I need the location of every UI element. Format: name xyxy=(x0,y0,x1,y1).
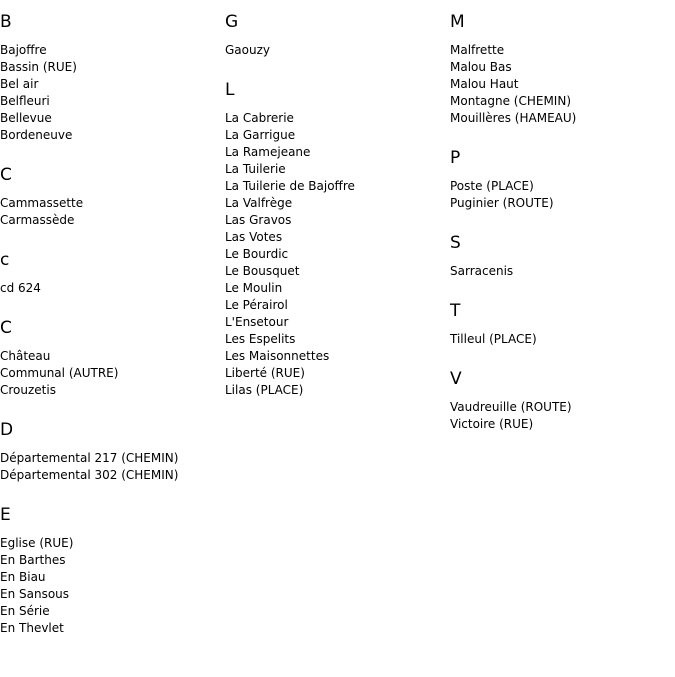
street-link-en-sansous[interactable]: En Sansous xyxy=(0,587,70,601)
section-letter-heading: D xyxy=(0,420,14,440)
street-list xyxy=(450,399,670,433)
street-list xyxy=(0,535,220,637)
street-list xyxy=(450,42,670,127)
street-list xyxy=(225,110,445,399)
section-letter-heading: T xyxy=(450,301,461,321)
street-list xyxy=(0,348,220,399)
street-link-las-gravos[interactable]: Las Gravos xyxy=(225,213,292,227)
street-link-malfrette[interactable]: Malfrette xyxy=(450,43,505,57)
section-letter-heading: M xyxy=(450,12,465,32)
section-letter-heading: L xyxy=(225,80,235,100)
street-link-communal-autre[interactable]: Communal (AUTRE) xyxy=(0,366,119,380)
street-link-mouilleres-hameau[interactable]: Mouillères (HAMEAU) xyxy=(450,111,577,125)
street-link-bel-air[interactable]: Bel air xyxy=(0,77,39,91)
street-link-en-biau[interactable]: En Biau xyxy=(0,570,46,584)
street-link-carmassede[interactable]: Carmassède xyxy=(0,213,75,227)
section-letter-heading: C xyxy=(0,318,12,338)
street-list xyxy=(0,42,220,144)
index-section-e xyxy=(0,493,220,637)
street-link-chateau[interactable]: Château xyxy=(0,349,51,363)
street-link-liberte-rue[interactable]: Liberté (RUE) xyxy=(225,366,305,380)
index-section-c xyxy=(0,238,220,297)
street-list xyxy=(0,195,220,229)
index-column-2 xyxy=(225,0,445,408)
street-link-tilleul-place[interactable]: Tilleul (PLACE) xyxy=(450,332,537,346)
street-link-vaudreuille-route[interactable]: Vaudreuille (ROUTE) xyxy=(450,400,572,414)
street-link-en-serie[interactable]: En Série xyxy=(0,604,50,618)
street-link-le-bousquet[interactable]: Le Bousquet xyxy=(225,264,300,278)
street-link-malou-bas[interactable]: Malou Bas xyxy=(450,60,512,74)
street-link-le-perairol[interactable]: Le Pérairol xyxy=(225,298,288,312)
index-column-3 xyxy=(450,0,670,442)
street-link-bellevue[interactable]: Bellevue xyxy=(0,111,52,125)
street-link-sarracenis[interactable]: Sarracenis xyxy=(450,264,514,278)
section-letter-heading: C xyxy=(0,165,12,185)
street-list xyxy=(0,450,220,484)
street-link-las-votes[interactable]: Las Votes xyxy=(225,230,283,244)
index-section-c xyxy=(0,306,220,399)
street-link-poste-place[interactable]: Poste (PLACE) xyxy=(450,179,534,193)
street-link-departemental-302-chemin[interactable]: Départemental 302 (CHEMIN) xyxy=(0,468,179,482)
street-link-le-bourdic[interactable]: Le Bourdic xyxy=(225,247,289,261)
street-link-la-ramejeane[interactable]: La Ramejeane xyxy=(225,145,311,159)
street-link-en-thevlet[interactable]: En Thevlet xyxy=(0,621,64,635)
street-link-malou-haut[interactable]: Malou Haut xyxy=(450,77,519,91)
section-letter-heading: P xyxy=(450,148,461,168)
index-section-c xyxy=(0,153,220,229)
street-link-cd-624[interactable]: cd 624 xyxy=(0,281,41,295)
street-link-la-tuilerie-de-bajoffre[interactable]: La Tuilerie de Bajoffre xyxy=(225,179,355,193)
street-link-montagne-chemin[interactable]: Montagne (CHEMIN) xyxy=(450,94,571,108)
street-link-l-ensetour[interactable]: L'Ensetour xyxy=(225,315,289,329)
index-section-l xyxy=(225,68,445,399)
street-link-bordeneuve[interactable]: Bordeneuve xyxy=(0,128,73,142)
street-link-bajoffre[interactable]: Bajoffre xyxy=(0,43,47,57)
street-link-gaouzy[interactable]: Gaouzy xyxy=(225,43,270,57)
street-link-le-moulin[interactable]: Le Moulin xyxy=(225,281,283,295)
street-link-puginier-route[interactable]: Puginier (ROUTE) xyxy=(450,196,554,210)
street-link-belfleuri[interactable]: Belfleuri xyxy=(0,94,50,108)
section-letter-heading: B xyxy=(0,12,12,32)
index-section-p xyxy=(450,136,670,212)
street-list xyxy=(450,331,670,348)
street-link-cammassette[interactable]: Cammassette xyxy=(0,196,84,210)
street-link-les-maisonnettes[interactable]: Les Maisonnettes xyxy=(225,349,330,363)
street-link-la-cabrerie[interactable]: La Cabrerie xyxy=(225,111,294,125)
street-link-bassin-rue[interactable]: Bassin (RUE) xyxy=(0,60,77,74)
street-link-les-espelits[interactable]: Les Espelits xyxy=(225,332,296,346)
street-list xyxy=(450,178,670,212)
street-link-lilas-place[interactable]: Lilas (PLACE) xyxy=(225,383,304,397)
index-section-m xyxy=(450,0,670,127)
street-link-la-valfrege[interactable]: La Valfrège xyxy=(225,196,293,210)
street-list xyxy=(225,42,445,59)
index-section-d xyxy=(0,408,220,484)
index-section-g xyxy=(225,0,445,59)
street-link-departemental-217-chemin[interactable]: Départemental 217 (CHEMIN) xyxy=(0,451,179,465)
street-list xyxy=(0,280,220,297)
index-section-t xyxy=(450,289,670,348)
street-link-crouzetis[interactable]: Crouzetis xyxy=(0,383,56,397)
street-link-en-barthes[interactable]: En Barthes xyxy=(0,553,66,567)
section-letter-heading: V xyxy=(450,369,462,389)
street-link-eglise-rue[interactable]: Eglise (RUE) xyxy=(0,536,74,550)
street-link-la-garrigue[interactable]: La Garrigue xyxy=(225,128,296,142)
section-letter-heading: c xyxy=(0,250,10,270)
index-section-b xyxy=(0,0,220,144)
section-letter-heading: G xyxy=(225,12,239,32)
index-section-v xyxy=(450,357,670,433)
section-letter-heading: E xyxy=(0,505,11,525)
index-column-1 xyxy=(0,0,220,646)
section-letter-heading: S xyxy=(450,233,461,253)
street-link-victoire-rue[interactable]: Victoire (RUE) xyxy=(450,417,534,431)
street-list xyxy=(450,263,670,280)
street-link-la-tuilerie[interactable]: La Tuilerie xyxy=(225,162,286,176)
index-section-s xyxy=(450,221,670,280)
